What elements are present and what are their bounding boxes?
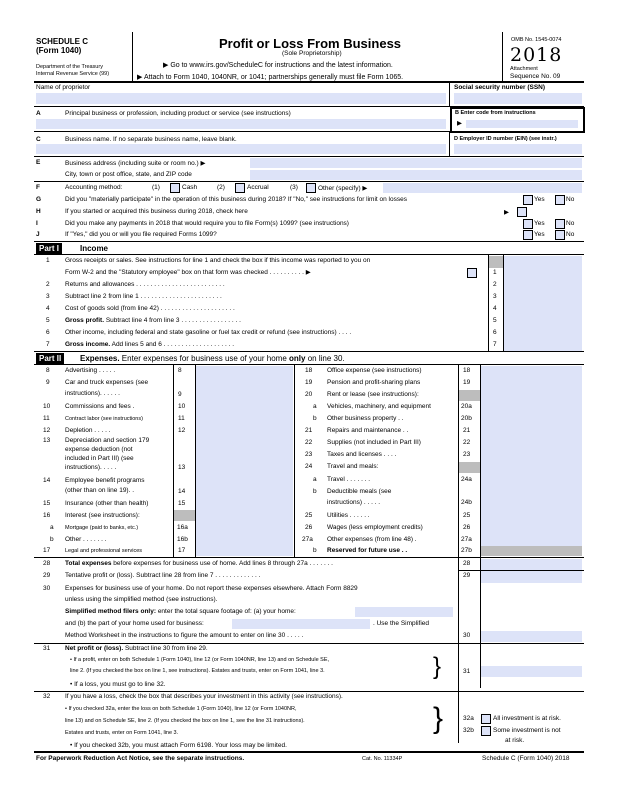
j-yes-checkbox[interactable] [523, 230, 533, 240]
line-j-label: If "Yes," did you or will you file required Forms 1099? [65, 231, 217, 238]
g-no-checkbox[interactable] [555, 195, 565, 205]
line-32-instruction-4: • If you checked 32b, you must attach Form 6198. Your loss may be limited. [70, 742, 287, 749]
line-f-label: Accounting method: [65, 184, 123, 191]
line-1-label: Gross receipts or sales. See instructions for line 1 and check the box if this income was reported to you on [65, 257, 371, 264]
other-method-label: Other (specify) ▶ [318, 185, 368, 192]
proprietor-name-input[interactable] [36, 93, 446, 104]
line-number: 23 [305, 451, 313, 458]
line-letter: b [50, 536, 54, 543]
line-number: 10 [43, 403, 51, 410]
goto-text: ▶ Go to www.irs.gov/ScheduleC for instructions and the latest information. [163, 62, 393, 69]
part-1-title: Income [80, 244, 109, 253]
part-1-amount-column[interactable] [504, 256, 582, 352]
line-number: 8 [46, 367, 50, 374]
line-number: 30 [43, 585, 51, 592]
line-17-label: Legal and professional services [65, 548, 143, 554]
line-letter: A [36, 110, 41, 117]
line-32-label: If you have a loss, check the box that describes your investment in this activity (see instructions). [65, 693, 343, 700]
line-24a-label: Travel . . . . . . . [327, 476, 371, 483]
line-30-label-5: . Use the Simplified [373, 620, 429, 627]
no-label: No [566, 220, 575, 227]
line-box-number: 10 [178, 403, 186, 410]
line-box-number: 26 [463, 524, 471, 531]
expenses-left-amount-column[interactable] [196, 366, 293, 556]
line-number: 27a [302, 536, 313, 543]
j-no-checkbox[interactable] [555, 230, 565, 240]
option-number: (1) [152, 184, 160, 191]
form-sub: (Form 1040) [36, 46, 82, 55]
divider [488, 255, 489, 352]
brace-icon: } [433, 653, 442, 680]
line-18-label: Office expense (see instructions) [327, 367, 422, 374]
line-letter: b [313, 547, 317, 554]
rule [34, 156, 584, 157]
line-letter: J [36, 231, 40, 238]
line-box-number: 21 [463, 427, 471, 434]
cash-label: Cash [182, 184, 198, 191]
line-8-label: Advertising . . . . . [65, 367, 116, 374]
line-number: 31 [43, 645, 51, 652]
line-number: 13 [43, 437, 51, 444]
line-21-label: Repairs and maintenance . . [327, 427, 409, 434]
all-at-risk-checkbox[interactable] [481, 714, 491, 724]
line-letter: a [313, 403, 317, 410]
line-20-label: Rent or lease (see instructions): [327, 391, 419, 398]
line-31-instruction-2: line 2. (If you checked the box on line 1, see instructions). Estates and trusts, enter on Form 1041, line 3. [70, 668, 325, 674]
yes-label: Yes [534, 231, 545, 238]
line-box-number: 2 [493, 281, 497, 288]
attach-text: ▶ Attach to Form 1040, 1040NR, or 1041; partnerships generally must file Form 1065. [137, 74, 404, 81]
divider [449, 82, 450, 106]
some-not-at-risk-label-2: at risk. [505, 737, 525, 744]
line-13-label-4: instructions). . . . . [65, 464, 117, 471]
rule [34, 131, 584, 132]
line-number: 32 [43, 693, 51, 700]
line-4-label: Cost of goods sold (from line 42) . . . . . . . . . . . . . . . . . . . . . [65, 305, 235, 312]
line-box-number: 27b [461, 547, 472, 554]
line-i-label: Did you make any payments in 2018 that would require you to file Form(s) 1099? (see instructions) [65, 220, 349, 227]
line-box-number: 8 [178, 367, 182, 374]
line-13-label: Depreciation and section 179 [65, 437, 150, 444]
line-number: 1 [46, 257, 50, 264]
some-not-at-risk-checkbox[interactable] [481, 726, 491, 736]
line-3-label: Subtract line 2 from line 1 . . . . . . . . . . . . . . . . . . . . . . . [65, 293, 222, 300]
line-16b-label: Other . . . . . . . [65, 536, 107, 543]
line-5-label: Gross profit. Subtract line 4 from line 3 . . . . . . . . . . . . . . . . . [65, 317, 241, 324]
line-c-label: Business name. If no separate business name, leave blank. [65, 136, 237, 143]
rule [34, 557, 584, 558]
line-32-instruction-3: Estates and trusts, enter on Form 1041, line 3. [65, 730, 179, 736]
line-box-number: 15 [178, 500, 186, 507]
line-9-label-2: instructions). . . . . . [65, 390, 120, 397]
ein-input[interactable] [454, 144, 582, 154]
line-20b-label: Other business property . . [327, 415, 404, 422]
line-letter: E [36, 159, 41, 166]
line-30-label-6: Method Worksheet in the instructions to figure the amount to enter on line 30 . . . . . [65, 632, 304, 639]
line-box-number: 23 [463, 451, 471, 458]
line-number: 2 [46, 281, 50, 288]
accrual-checkbox[interactable] [235, 183, 245, 193]
shaded-cell [459, 390, 480, 401]
line-number: 4 [46, 305, 50, 312]
line-number: 6 [46, 329, 50, 336]
yes-label: Yes [534, 220, 545, 227]
rule [34, 691, 584, 692]
expenses-right-amount-column[interactable] [481, 366, 582, 556]
rule [34, 351, 584, 352]
line-14-label: Employee benefit programs [65, 477, 145, 484]
line-31-amount[interactable] [481, 666, 582, 677]
part-2-title: Expenses. Enter expenses for business use of your home only on line 30. [80, 354, 345, 363]
divider [458, 558, 459, 743]
i-yes-checkbox[interactable] [523, 219, 533, 229]
line-number: 20 [305, 391, 313, 398]
attachment-label: Attachment [510, 66, 538, 72]
ssn-label: Social security number (SSN) [454, 84, 546, 91]
business-sqft-input[interactable] [232, 619, 370, 629]
page-subtitle: (Sole Proprietorship) [282, 50, 342, 57]
line-2-label: Returns and allowances . . . . . . . . . . . . . . . . . . . . . . . . . [65, 281, 225, 288]
line-box-number: 16b [177, 536, 188, 543]
line-29-label: Tentative profit or (loss). Subtract line 28 from line 7 . . . . . . . . . . . . . [65, 572, 261, 579]
line-box-number: 27a [461, 536, 472, 543]
line-number: 9 [46, 379, 50, 386]
line-box-number: 4 [493, 305, 497, 312]
line-32a-number: 32a [463, 715, 474, 722]
rule [34, 81, 584, 83]
line-12-label: Depletion . . . . . [65, 427, 111, 434]
line-30-label-4: and (b) the part of your home used for business: [65, 620, 204, 627]
line-number: 21 [305, 427, 313, 434]
line-1-label-2: Form W-2 and the "Statutory employee" box on that form was checked . . . . . . . . . . ▶ [65, 269, 311, 276]
line-box-number: 9 [178, 391, 182, 398]
line-number: 7 [46, 341, 50, 348]
line-25-label: Utilities . . . . . . [327, 512, 370, 519]
rule [34, 254, 584, 255]
rule [34, 643, 584, 644]
line-16-label: Interest (see instructions): [65, 512, 140, 519]
divider [449, 132, 450, 156]
omb-number: OMB No. 1545-0074 [511, 37, 562, 43]
home-sqft-input[interactable] [355, 607, 453, 617]
i-no-checkbox[interactable] [555, 219, 565, 229]
line-16a-label: Mortgage (paid to banks, etc.) [65, 525, 139, 531]
line-14-label-2: (other than on line 19). . [65, 487, 135, 494]
line-box-number: 16a [177, 524, 188, 531]
line-24-label: Travel and meals: [327, 463, 379, 470]
line-22-label: Supplies (not included in Part III) [327, 439, 421, 446]
line-27a-label: Other expenses (from line 48) . [327, 536, 417, 543]
no-label: No [566, 231, 575, 238]
divider [132, 32, 133, 81]
line-letter: H [36, 208, 41, 215]
line-box-number: 22 [463, 439, 471, 446]
line-number: 11 [43, 415, 50, 422]
line-31-instruction-3: • If a loss, you must go to line 32. [70, 681, 166, 688]
rule [459, 570, 584, 571]
line-31-label: Net profit or (loss). Subtract line 30 from line 29. [65, 645, 208, 652]
line-letter: a [50, 524, 54, 531]
line-23-label: Taxes and licenses . . . . [327, 451, 397, 458]
line-box-number: 28 [463, 560, 471, 567]
line-24b-label-2: instructions) . . . . . [327, 499, 381, 506]
footer-notice: For Paperwork Reduction Act Notice, see the separate instructions. [36, 755, 245, 762]
line-number: 25 [305, 512, 313, 519]
line-g-label: Did you "materially participate" in the operation of this business during 2018? If "No," see instructions for limit on losses [65, 196, 407, 203]
all-at-risk-label: All investment is at risk. [493, 715, 561, 722]
dept-text: Department of the Treasury [36, 64, 103, 70]
option-number: (2) [217, 184, 225, 191]
line-box-number: 14 [178, 488, 186, 495]
arrow-icon: ▶ [504, 209, 509, 216]
line-h-label: If you started or acquired this business during 2018, check here [65, 208, 248, 215]
shaded-cell [481, 546, 582, 556]
line-15-label: Insurance (other than health) [65, 500, 149, 507]
statutory-employee-checkbox[interactable] [467, 268, 477, 278]
catalog-number: Cat. No. 11334P [362, 756, 403, 762]
line-box-number: 7 [493, 341, 497, 348]
line-letter: a [313, 476, 317, 483]
other-method-input[interactable] [383, 183, 582, 193]
business-name-input[interactable] [36, 144, 446, 154]
arrow-icon: ▶ [457, 120, 462, 127]
line-number: 19 [305, 379, 313, 386]
lines-28-29-amount[interactable] [481, 559, 582, 583]
line-box-number: 20a [461, 403, 472, 410]
line-13-label-2: expense deduction (not [65, 446, 133, 453]
line-number: 29 [43, 572, 51, 579]
line-32-instruction-2: line 13) and on Schedule SE, line 2. (If you checked the box on line 1, see the line 31 instructions). [65, 718, 305, 724]
line-number: 18 [305, 367, 313, 374]
irs-text: Internal Revenue Service (99) [36, 71, 110, 77]
line-20a-label: Vehicles, machinery, and equipment [327, 403, 431, 410]
yes-label: Yes [534, 196, 545, 203]
other-method-checkbox[interactable] [306, 183, 316, 193]
name-label: Name of proprietor [36, 84, 91, 91]
shaded-cell [489, 256, 503, 268]
line-letter: b [313, 488, 317, 495]
line-box-number: 3 [493, 293, 497, 300]
line-number: 14 [43, 477, 51, 484]
part-1-tag: Part I [36, 243, 62, 254]
line-28-label: Total expenses before expenses for business use of home. Add lines 8 through 27a . . . . . . . [65, 560, 333, 567]
rule [34, 751, 584, 753]
cash-checkbox[interactable] [170, 183, 180, 193]
line-7-label: Gross income. Add lines 5 and 6 . . . . . . . . . . . . . . . . . . . . [65, 341, 235, 348]
business-code-input[interactable] [466, 120, 578, 128]
line-19-label: Pension and profit-sharing plans [327, 379, 421, 386]
line-number: 5 [46, 317, 50, 324]
page-title: Profit or Loss From Business [219, 36, 402, 51]
line-box-number: 11 [178, 415, 185, 422]
rule [34, 181, 584, 182]
accrual-label: Accrual [247, 184, 269, 191]
line-30-amount[interactable] [481, 631, 582, 642]
rule [34, 241, 584, 242]
divider [502, 32, 503, 81]
line-30-label-2: unless using the simplified method (see instructions). [65, 596, 218, 603]
business-address-input[interactable] [250, 158, 582, 168]
line-number: 16 [43, 512, 51, 519]
line-letter: C [36, 136, 41, 143]
line-number: 28 [43, 560, 51, 567]
sequence-number: Sequence No. 09 [510, 73, 561, 80]
line-box-number: 19 [463, 379, 471, 386]
line-number: 26 [305, 524, 313, 531]
line-box-number: 30 [463, 632, 471, 639]
form-id: SCHEDULE C [36, 37, 89, 46]
line-e2-label: City, town or post office, state, and ZIP code [65, 171, 192, 178]
line-32b-number: 32b [463, 727, 474, 734]
city-state-zip-input[interactable] [250, 170, 582, 180]
line-number: 24 [305, 463, 313, 470]
line-d-label: D Employer ID number (EIN) (see instr.) [454, 136, 557, 142]
principal-business-input[interactable] [36, 119, 446, 129]
line-number: 15 [43, 500, 51, 507]
line-9-label: Car and truck expenses (see [65, 379, 149, 386]
line-6-label: Other income, including federal and state gasoline or fuel tax credit or refund (see instructions) . . . . [65, 329, 352, 336]
shaded-cell [174, 510, 195, 521]
h-started-checkbox[interactable] [517, 207, 527, 217]
option-number: (3) [290, 184, 298, 191]
divider [294, 365, 295, 557]
line-box-number: 6 [493, 329, 497, 336]
ssn-input[interactable] [454, 93, 582, 104]
divider [173, 365, 174, 557]
footer-form-id: Schedule C (Form 1040) 2018 [482, 755, 570, 762]
line-number: 3 [46, 293, 50, 300]
line-letter: I [36, 220, 38, 227]
line-11-label: Contract labor (see instructions) [65, 416, 143, 422]
line-10-label: Commissions and fees . [65, 403, 135, 410]
line-30-label-3: Simplified method filers only: enter the total square footage of: (a) your home: [65, 608, 296, 615]
line-a-label: Principal business or profession, including product or service (see instructions) [65, 110, 291, 117]
line-box-number: 31 [463, 668, 471, 675]
line-30-label: Expenses for business use of your home. Do not report these expenses elsewhere. Attach Form 8829 [65, 585, 358, 592]
line-31-instruction: • If a profit, enter on both Schedule 1 (Form 1040), line 12 (or Form 1040NR, line 13) and on Schedule SE, [70, 657, 330, 663]
line-letter: G [36, 196, 42, 203]
g-yes-checkbox[interactable] [523, 195, 533, 205]
line-13-label-3: included in Part III) (see [65, 455, 134, 462]
line-27b-label: Reserved for future use . . [327, 547, 408, 554]
no-label: No [566, 196, 575, 203]
rule [34, 364, 584, 365]
line-box-number: 25 [463, 512, 471, 519]
line-26-label: Wages (less employment credits) [327, 524, 423, 531]
brace-icon: } [433, 702, 444, 735]
line-box-number: 12 [178, 427, 186, 434]
line-32-instruction: • If you checked 32a, enter the loss on both Schedule 1 (Form 1040), line 12 (or Form 1040NR, [65, 706, 297, 712]
line-number: 12 [43, 427, 51, 434]
line-box-number: 29 [463, 572, 471, 579]
line-box-number: 18 [463, 367, 471, 374]
line-box-number: 24b [461, 499, 472, 506]
line-letter: b [313, 415, 317, 422]
line-letter: F [36, 184, 40, 191]
line-box-number: 1 [493, 269, 497, 276]
line-box-number: 24a [461, 476, 472, 483]
tax-year: 2018 [510, 44, 563, 66]
some-not-at-risk-label: Some investment is not [493, 727, 561, 734]
line-b-label: B Enter code from instructions [455, 110, 536, 116]
line-e1-label: Business address (including suite or room no.) ▶ [65, 160, 206, 167]
line-24b-label: Deductible meals (see [327, 488, 392, 495]
line-number: 17 [43, 547, 51, 554]
line-box-number: 13 [178, 464, 186, 471]
line-box-number: 17 [178, 547, 186, 554]
shaded-cell [459, 462, 480, 473]
line-box-number: 5 [493, 317, 497, 324]
line-box-number: 20b [461, 415, 472, 422]
part-2-tag: Part II [36, 353, 64, 364]
line-number: 22 [305, 439, 313, 446]
